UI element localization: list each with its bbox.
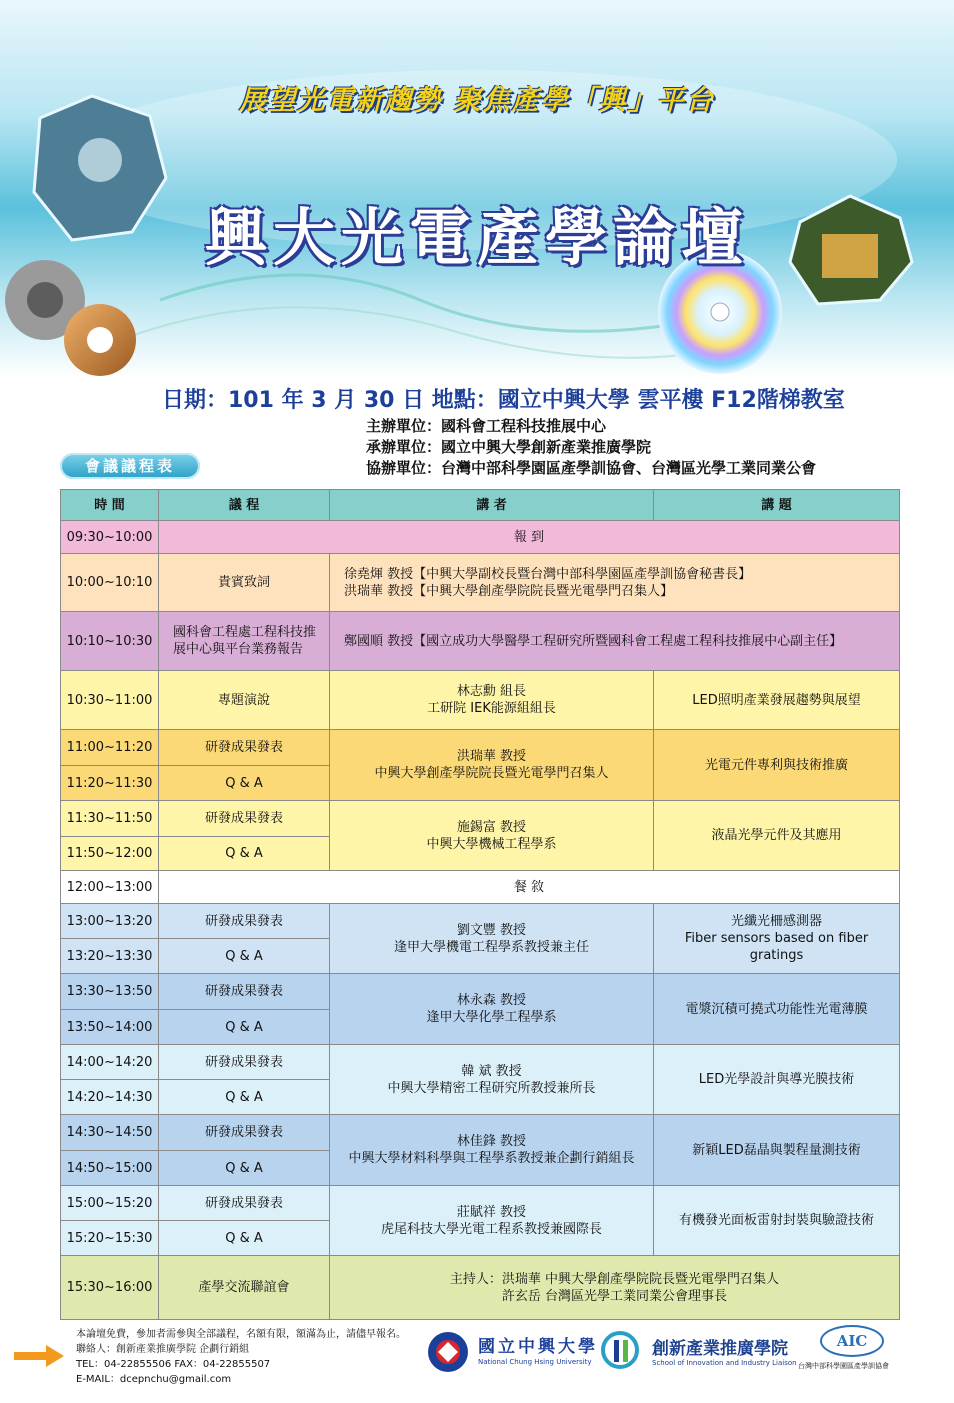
contact-person: 聯絡人：創新產業推廣學院 企劃行銷組 — [76, 1344, 250, 1355]
slogan: 展望光電新趨勢 聚焦產學「興」平台 — [239, 85, 715, 116]
time-cell: 11:30~11:50 — [61, 801, 159, 837]
speaker-cell — [330, 1256, 900, 1320]
time-cell: 14:20~14:30 — [61, 1080, 159, 1115]
item-cell: 研發成果發表 — [159, 904, 330, 939]
table-row — [61, 671, 900, 730]
time-cell: 15:30~16:00 — [61, 1256, 159, 1320]
table-header-row — [61, 490, 900, 521]
disc-hole — [711, 303, 729, 321]
table-row — [61, 801, 900, 837]
sil-english-name: School of Innovation and Industry Liaison — [652, 1359, 797, 1367]
item-cell: 餐 敘 — [159, 871, 900, 904]
item-cell: 貴賓致詞 — [159, 554, 330, 612]
speaker-cell — [330, 974, 654, 1045]
item-cell — [159, 612, 330, 671]
speaker-cell — [330, 554, 900, 612]
topic-cell: LED光學設計與導光膜技術 — [654, 1045, 900, 1115]
speaker-cell — [330, 1186, 654, 1256]
arrow-icon — [14, 1345, 64, 1367]
table-row — [61, 554, 900, 612]
table-row — [61, 521, 900, 554]
speaker-cell — [330, 1045, 654, 1115]
speaker-cell: 鄭國順 教授【國立成功大學醫學工程研究所暨國科會工程處工程科技推展中心副主任】 — [330, 612, 900, 671]
column-header-time: 時 間 — [61, 490, 159, 521]
topic-cell: 液晶光學元件及其應用 — [654, 801, 900, 871]
item-cell: Q & A — [159, 1151, 330, 1186]
time-cell: 10:10~10:30 — [61, 612, 159, 671]
host-line: 主持人：洪瑞華 中興大學創產學院院長暨光電學門召集人 — [449, 1271, 780, 1287]
topic-cell: 電漿沉積可撓式功能性光電薄膜 — [654, 974, 900, 1045]
table-row — [61, 612, 900, 671]
nchu-english-name: National Chung Hsing University — [478, 1358, 592, 1366]
circuit-trace — [160, 275, 700, 331]
agenda-table — [60, 489, 900, 1320]
organizer-unit: 承辦單位：國立中興大學創新產業推廣學院 — [366, 438, 652, 456]
topic-line: 光纖光柵感測器 — [730, 914, 822, 929]
page-title: 興大光電產學論壇 — [204, 201, 749, 274]
item-cell: Q & A — [159, 837, 330, 871]
speaker-title: 中興大學機械工程學系 — [426, 836, 557, 852]
lab-photo-detail — [78, 138, 122, 182]
item-cell: 研發成果發表 — [159, 974, 330, 1010]
topic-cell — [654, 904, 900, 974]
item-cell: 研發成果發表 — [159, 801, 330, 837]
speaker-cell — [330, 801, 654, 871]
topic-cell: 有機發光面板雷射封裝與驗證技術 — [654, 1186, 900, 1256]
table-row — [61, 974, 900, 1010]
speaker-title: 逢甲大學機電工程學系教授兼主任 — [393, 939, 589, 955]
speaker-title: 中興大學精密工程研究所教授兼所長 — [387, 1080, 596, 1096]
speaker-title: 逢甲大學化學工程學系 — [426, 1010, 557, 1025]
item-cell: 專題演說 — [159, 671, 330, 730]
item-cell: Q & A — [159, 1010, 330, 1045]
host-line: 許玄岳 台灣區光學工業同業公會理事長 — [501, 1288, 728, 1304]
sil-emblem-icon — [600, 1330, 646, 1370]
gear-hub — [27, 282, 63, 318]
speaker-name: 施錫富 教授 — [456, 819, 527, 835]
item-cell: Q & A — [159, 766, 330, 801]
column-header-topic: 講 題 — [654, 490, 900, 521]
table-row — [61, 1186, 900, 1221]
co-organizer-unit: 協辦單位：台灣中部科學園區產學訓協會、台灣區光學工業同業公會 — [366, 459, 817, 477]
contact-phone: TEL：04-22855506 FAX：04-22855507 — [76, 1359, 271, 1370]
speaker-name: 莊賦祥 教授 — [456, 1204, 527, 1220]
item-cell: 研發成果發表 — [159, 1186, 330, 1221]
column-header-speaker: 講 者 — [330, 490, 654, 521]
time-cell: 10:00~10:10 — [61, 554, 159, 612]
speaker-name: 劉文豐 教授 — [456, 922, 527, 938]
speaker-line: 洪瑞華 教授【中興大學創產學院院長暨光電學門召集人】 — [344, 583, 674, 599]
contact-email: E-MAIL：dcepnchu@gmail.com — [76, 1374, 232, 1385]
sil-name: 創新產業推廣學院 — [652, 1339, 788, 1359]
time-cell: 11:00~11:20 — [61, 730, 159, 766]
gear-hub — [87, 327, 113, 353]
column-header-item: 議 程 — [159, 490, 330, 521]
topic-line: Fiber sensors based on fiber gratings — [684, 931, 869, 963]
header-banner — [0, 0, 954, 378]
time-cell: 10:30~11:00 — [61, 671, 159, 730]
item-line: 展中心與平台業務報告 — [173, 642, 304, 657]
topic-cell: 新穎LED磊晶與製程量測技術 — [654, 1115, 900, 1186]
speaker-cell — [330, 904, 654, 974]
item-cell: 報 到 — [159, 521, 900, 554]
nchu-emblem-icon — [426, 1330, 470, 1374]
nchu-logo — [426, 1330, 596, 1374]
item-cell: 研發成果發表 — [159, 1045, 330, 1080]
time-cell: 14:00~14:20 — [61, 1045, 159, 1080]
time-cell: 14:50~15:00 — [61, 1151, 159, 1186]
speaker-name: 林佳鋒 教授 — [456, 1134, 527, 1149]
table-row — [61, 871, 900, 904]
item-cell: Q & A — [159, 939, 330, 974]
sil-logo — [600, 1330, 796, 1374]
aic-logo — [798, 1325, 908, 1375]
time-cell: 15:20~15:30 — [61, 1221, 159, 1256]
registration-note: 本論壇免費，參加者需參與全部議程，名額有限，額滿為止，請儘早報名。 — [76, 1329, 406, 1340]
speaker-name: 林志勳 組長 — [456, 684, 527, 699]
item-cell: 研發成果發表 — [159, 1115, 330, 1151]
speaker-cell — [330, 730, 654, 801]
table-row — [61, 1256, 900, 1320]
time-cell: 13:30~13:50 — [61, 974, 159, 1010]
table-row — [61, 904, 900, 939]
speaker-line: 徐堯煇 教授【中興大學副校長暨台灣中部科學園區產學訓協會秘書長】 — [344, 566, 752, 582]
speaker-cell — [330, 671, 654, 730]
item-cell: Q & A — [159, 1080, 330, 1115]
speaker-title: 中興大學材料科學與工程學系教授兼企劃行銷組長 — [348, 1151, 635, 1166]
item-line: 國科會工程處工程科技推 — [173, 625, 317, 640]
topic-cell: 光電元件專利與技術推廣 — [654, 730, 900, 801]
organizers — [366, 416, 816, 479]
aic-name: 台灣中部科學園區產學訓協會 — [798, 1362, 889, 1370]
speaker-title: 虎尾科技大學光電工程系教授兼國際長 — [380, 1221, 602, 1237]
time-cell: 11:20~11:30 — [61, 766, 159, 801]
table-row — [61, 730, 900, 766]
speaker-title: 中興大學創產學院院長暨光電學門召集人 — [374, 766, 609, 781]
speaker-cell — [330, 1115, 654, 1186]
time-cell: 12:00~13:00 — [61, 871, 159, 904]
item-cell: 研發成果發表 — [159, 730, 330, 766]
time-cell: 11:50~12:00 — [61, 837, 159, 871]
footer-contact — [76, 1327, 406, 1387]
speaker-name: 韓 斌 教授 — [461, 1063, 522, 1079]
item-cell: 產學交流聯誼會 — [159, 1256, 330, 1320]
speaker-name: 林永森 教授 — [456, 993, 527, 1008]
host-unit: 主辦單位：國科會工程科技推展中心 — [366, 417, 607, 435]
topic-cell: LED照明產業發展趨勢與展望 — [654, 671, 900, 730]
time-cell: 15:00~15:20 — [61, 1186, 159, 1221]
speaker-name: 洪瑞華 教授 — [456, 749, 527, 764]
time-cell: 14:30~14:50 — [61, 1115, 159, 1151]
table-row — [61, 1045, 900, 1080]
agenda-badge: 會議議程表 — [60, 453, 200, 479]
table-row — [61, 1115, 900, 1151]
time-cell: 13:20~13:30 — [61, 939, 159, 974]
time-cell: 09:30~10:00 — [61, 521, 159, 554]
speaker-title: 工研院 IEK能源組組長 — [427, 701, 556, 716]
time-cell: 13:50~14:00 — [61, 1010, 159, 1045]
nchu-name: 國立中興大學 — [478, 1337, 598, 1357]
time-cell: 13:00~13:20 — [61, 904, 159, 939]
aic-mark: AIC — [820, 1325, 884, 1357]
item-cell: Q & A — [159, 1221, 330, 1256]
date-location: 日期：101 年 3 月 30 日 地點：國立中興大學 雲平樓 F12階梯教室 — [162, 388, 845, 413]
